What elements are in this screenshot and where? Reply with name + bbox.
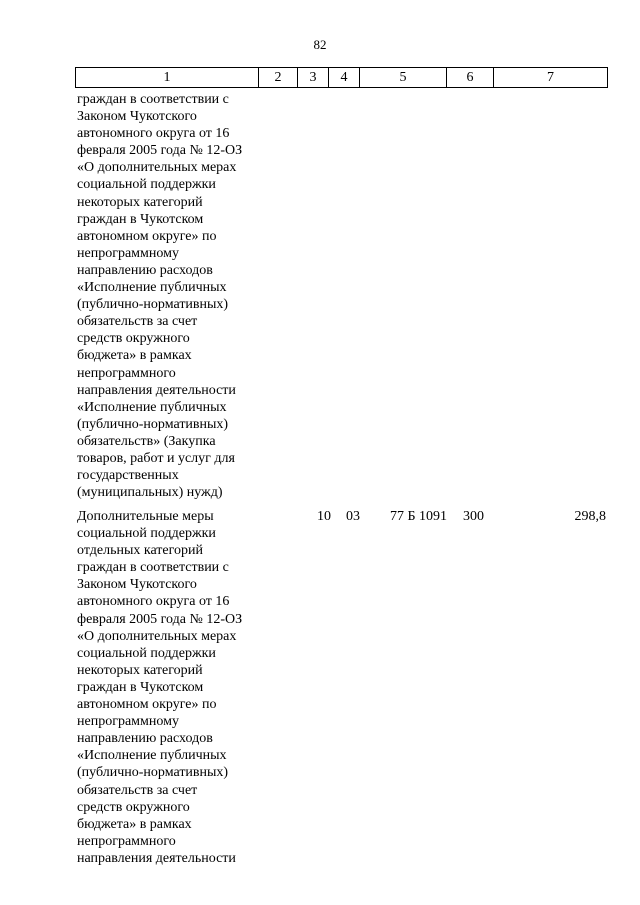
text-line: направлению расходов — [77, 731, 213, 747]
page-number: 82 — [313, 37, 327, 52]
header-col-5: 5 — [360, 68, 447, 88]
text-line: «О дополнительных мерах — [77, 160, 237, 176]
text-line: (публично-нормативных) — [77, 416, 229, 432]
header-row — [76, 68, 608, 88]
text-line: бюджета» в рамках — [77, 348, 192, 364]
text-line: автономном округе» по — [77, 228, 217, 244]
row-2-subsection: 03 — [346, 509, 360, 524]
text-line: граждан в Чукотском — [77, 679, 204, 695]
header-col-6: 6 — [447, 68, 494, 88]
text-line: средств окружного — [77, 331, 190, 347]
text-line: непрограммному — [77, 245, 179, 261]
text-line: социальной поддержки — [77, 526, 216, 542]
text-line: товаров, работ и услуг для — [77, 450, 235, 466]
row-2-section: 10 — [317, 509, 331, 524]
text-line: обязательств за счет — [77, 782, 198, 798]
text-line: направления деятельности — [77, 850, 236, 866]
header-col-4: 4 — [329, 68, 360, 88]
text-line: «Исполнение публичных — [77, 280, 227, 296]
text-line: государственных — [77, 468, 179, 484]
text-line: автономном округе» по — [77, 697, 217, 713]
text-line: февраля 2005 года № 12-ОЗ — [77, 611, 243, 627]
text-line: (публично-нормативных) — [77, 297, 229, 313]
text-line: автономного округа от 16 — [77, 126, 230, 142]
text-line: «О дополнительных мерах — [77, 628, 237, 644]
header-col-3: 3 — [298, 68, 329, 88]
text-line: социальной поддержки — [77, 645, 216, 661]
text-line: граждан в Чукотском — [77, 211, 204, 227]
text-line: направления деятельности — [77, 382, 236, 398]
row-2-expense-type: 300 — [463, 509, 484, 524]
text-line: отдельных категорий — [77, 543, 204, 559]
text-line: (публично-нормативных) — [77, 765, 229, 781]
row-2-amount: 298,8 — [574, 509, 606, 524]
text-line: непрограммному — [77, 714, 179, 730]
header-col-1: 1 — [76, 68, 259, 88]
text-line: февраля 2005 года № 12-ОЗ — [77, 143, 243, 159]
text-line: непрограммного — [77, 365, 176, 381]
row-2-description — [77, 508, 277, 867]
text-line: обязательств» (Закупка — [77, 433, 216, 449]
text-line: бюджета» в рамках — [77, 816, 192, 832]
text-line: средств окружного — [77, 799, 190, 815]
text-line: «Исполнение публичных — [77, 399, 227, 415]
row-2-target-article: 77 Б 1091 — [390, 509, 448, 524]
text-line: Законом Чукотского — [77, 109, 197, 125]
text-line: социальной поддержки — [77, 177, 216, 193]
header-col-2: 2 — [259, 68, 298, 88]
text-line: направлению расходов — [77, 262, 213, 278]
text-line: некоторых категорий — [77, 194, 203, 210]
text-line: «Исполнение публичных — [77, 748, 227, 764]
text-line: автономного округа от 16 — [77, 594, 230, 610]
row-1-description — [77, 91, 277, 501]
text-line: (муниципальных) нужд) — [77, 485, 223, 501]
text-line: обязательств за счет — [77, 314, 198, 330]
text-line: Дополнительные меры — [77, 509, 214, 524]
text-line: граждан в соответствии с — [77, 92, 229, 107]
text-line: непрограммного — [77, 833, 176, 849]
text-line: Законом Чукотского — [77, 577, 197, 593]
table-header — [75, 67, 608, 88]
header-col-7: 7 — [494, 68, 608, 88]
text-line: граждан в соответствии с — [77, 560, 229, 576]
text-line: некоторых категорий — [77, 662, 203, 678]
